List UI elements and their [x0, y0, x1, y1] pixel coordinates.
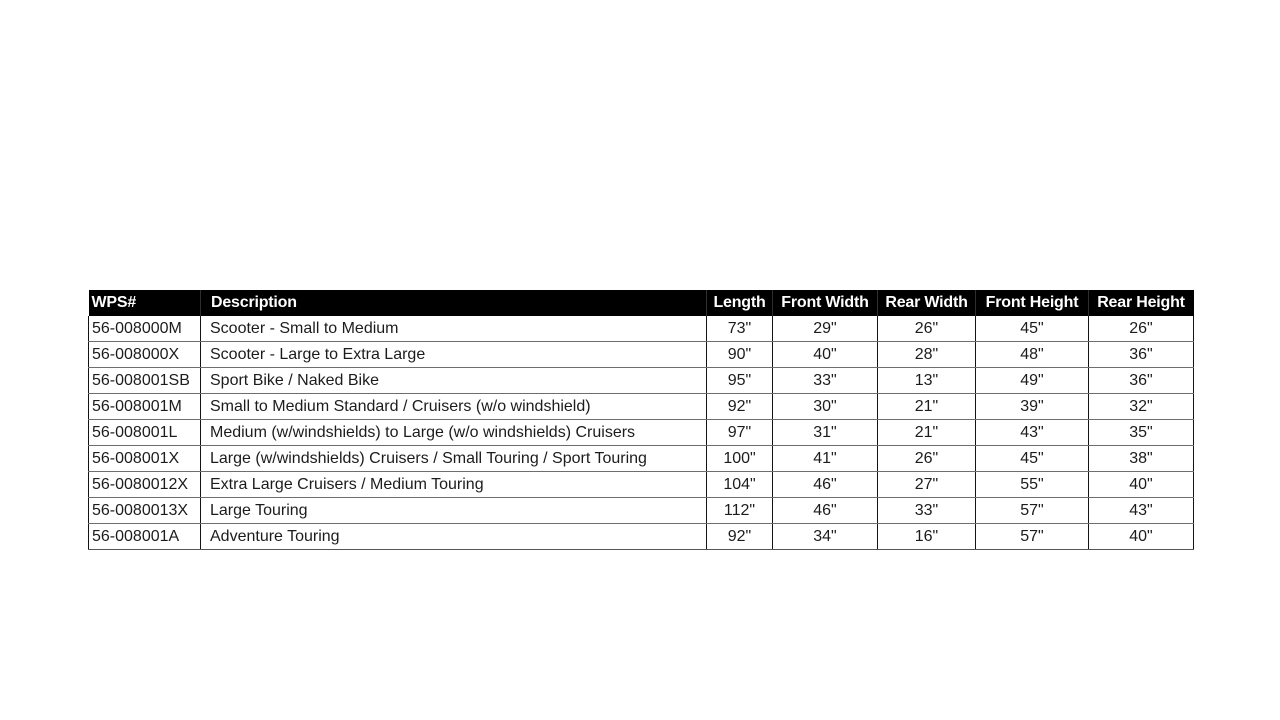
header-description: Description — [201, 290, 707, 316]
cell-rear-width: 16" — [878, 524, 976, 550]
table-row — [89, 446, 1194, 472]
cell-front-width: 46" — [773, 498, 878, 524]
cell-rear-height: 43" — [1089, 498, 1194, 524]
cell-description: Extra Large Cruisers / Medium Touring — [201, 472, 707, 498]
cell-wps: 56-008001M — [89, 394, 201, 420]
cell-length: 104" — [707, 472, 773, 498]
spec-table — [88, 290, 1194, 550]
cell-length: 95" — [707, 368, 773, 394]
cell-front-height: 45" — [976, 446, 1089, 472]
header-rear-width: Rear Width — [878, 290, 976, 316]
cell-front-height: 45" — [976, 316, 1089, 342]
cell-length: 90" — [707, 342, 773, 368]
cell-wps: 56-008000X — [89, 342, 201, 368]
cell-front-width: 30" — [773, 394, 878, 420]
table-row — [89, 472, 1194, 498]
cell-description: Scooter - Large to Extra Large — [201, 342, 707, 368]
cell-front-width: 34" — [773, 524, 878, 550]
cell-front-width: 33" — [773, 368, 878, 394]
cell-rear-height: 32" — [1089, 394, 1194, 420]
table-row — [89, 316, 1194, 342]
table-row — [89, 368, 1194, 394]
cell-length: 112" — [707, 498, 773, 524]
cell-front-height: 48" — [976, 342, 1089, 368]
table-row — [89, 498, 1194, 524]
header-front-height: Front Height — [976, 290, 1089, 316]
cell-length: 100" — [707, 446, 773, 472]
cell-front-width: 46" — [773, 472, 878, 498]
cell-rear-width: 21" — [878, 394, 976, 420]
cell-rear-width: 26" — [878, 446, 976, 472]
table-header-row — [89, 290, 1194, 316]
table-row — [89, 524, 1194, 550]
header-rear-height: Rear Height — [1089, 290, 1194, 316]
cell-description: Small to Medium Standard / Cruisers (w/o windshield) — [201, 394, 707, 420]
cell-rear-width: 27" — [878, 472, 976, 498]
cell-wps: 56-008001L — [89, 420, 201, 446]
table-row — [89, 342, 1194, 368]
cell-front-height: 57" — [976, 498, 1089, 524]
cell-length: 92" — [707, 524, 773, 550]
table-row — [89, 394, 1194, 420]
table-row — [89, 420, 1194, 446]
cell-rear-height: 35" — [1089, 420, 1194, 446]
cell-rear-width: 33" — [878, 498, 976, 524]
cell-rear-height: 36" — [1089, 368, 1194, 394]
cell-wps: 56-0080012X — [89, 472, 201, 498]
cell-rear-width: 26" — [878, 316, 976, 342]
cell-length: 97" — [707, 420, 773, 446]
cell-description: Scooter - Small to Medium — [201, 316, 707, 342]
cell-front-width: 40" — [773, 342, 878, 368]
cell-rear-height: 40" — [1089, 472, 1194, 498]
cell-description: Sport Bike / Naked Bike — [201, 368, 707, 394]
cell-rear-height: 40" — [1089, 524, 1194, 550]
cell-front-height: 57" — [976, 524, 1089, 550]
cell-rear-width: 28" — [878, 342, 976, 368]
cell-rear-height: 36" — [1089, 342, 1194, 368]
cell-description: Medium (w/windshields) to Large (w/o windshields) Cruisers — [201, 420, 707, 446]
cell-rear-height: 38" — [1089, 446, 1194, 472]
cell-wps: 56-008001X — [89, 446, 201, 472]
cell-wps: 56-008000M — [89, 316, 201, 342]
cell-wps: 56-008001A — [89, 524, 201, 550]
cell-front-height: 43" — [976, 420, 1089, 446]
cell-front-width: 41" — [773, 446, 878, 472]
cell-rear-height: 26" — [1089, 316, 1194, 342]
cell-rear-width: 21" — [878, 420, 976, 446]
cell-wps: 56-0080013X — [89, 498, 201, 524]
cell-description: Large Touring — [201, 498, 707, 524]
cell-length: 92" — [707, 394, 773, 420]
cell-wps: 56-008001SB — [89, 368, 201, 394]
cell-front-width: 31" — [773, 420, 878, 446]
cell-description: Adventure Touring — [201, 524, 707, 550]
cell-front-height: 39" — [976, 394, 1089, 420]
cell-front-height: 55" — [976, 472, 1089, 498]
header-length: Length — [707, 290, 773, 316]
header-wps: WPS# — [89, 290, 201, 316]
cell-length: 73" — [707, 316, 773, 342]
header-front-width: Front Width — [773, 290, 878, 316]
cell-front-height: 49" — [976, 368, 1089, 394]
cell-description: Large (w/windshields) Cruisers / Small Touring / Sport Touring — [201, 446, 707, 472]
cell-front-width: 29" — [773, 316, 878, 342]
cell-rear-width: 13" — [878, 368, 976, 394]
